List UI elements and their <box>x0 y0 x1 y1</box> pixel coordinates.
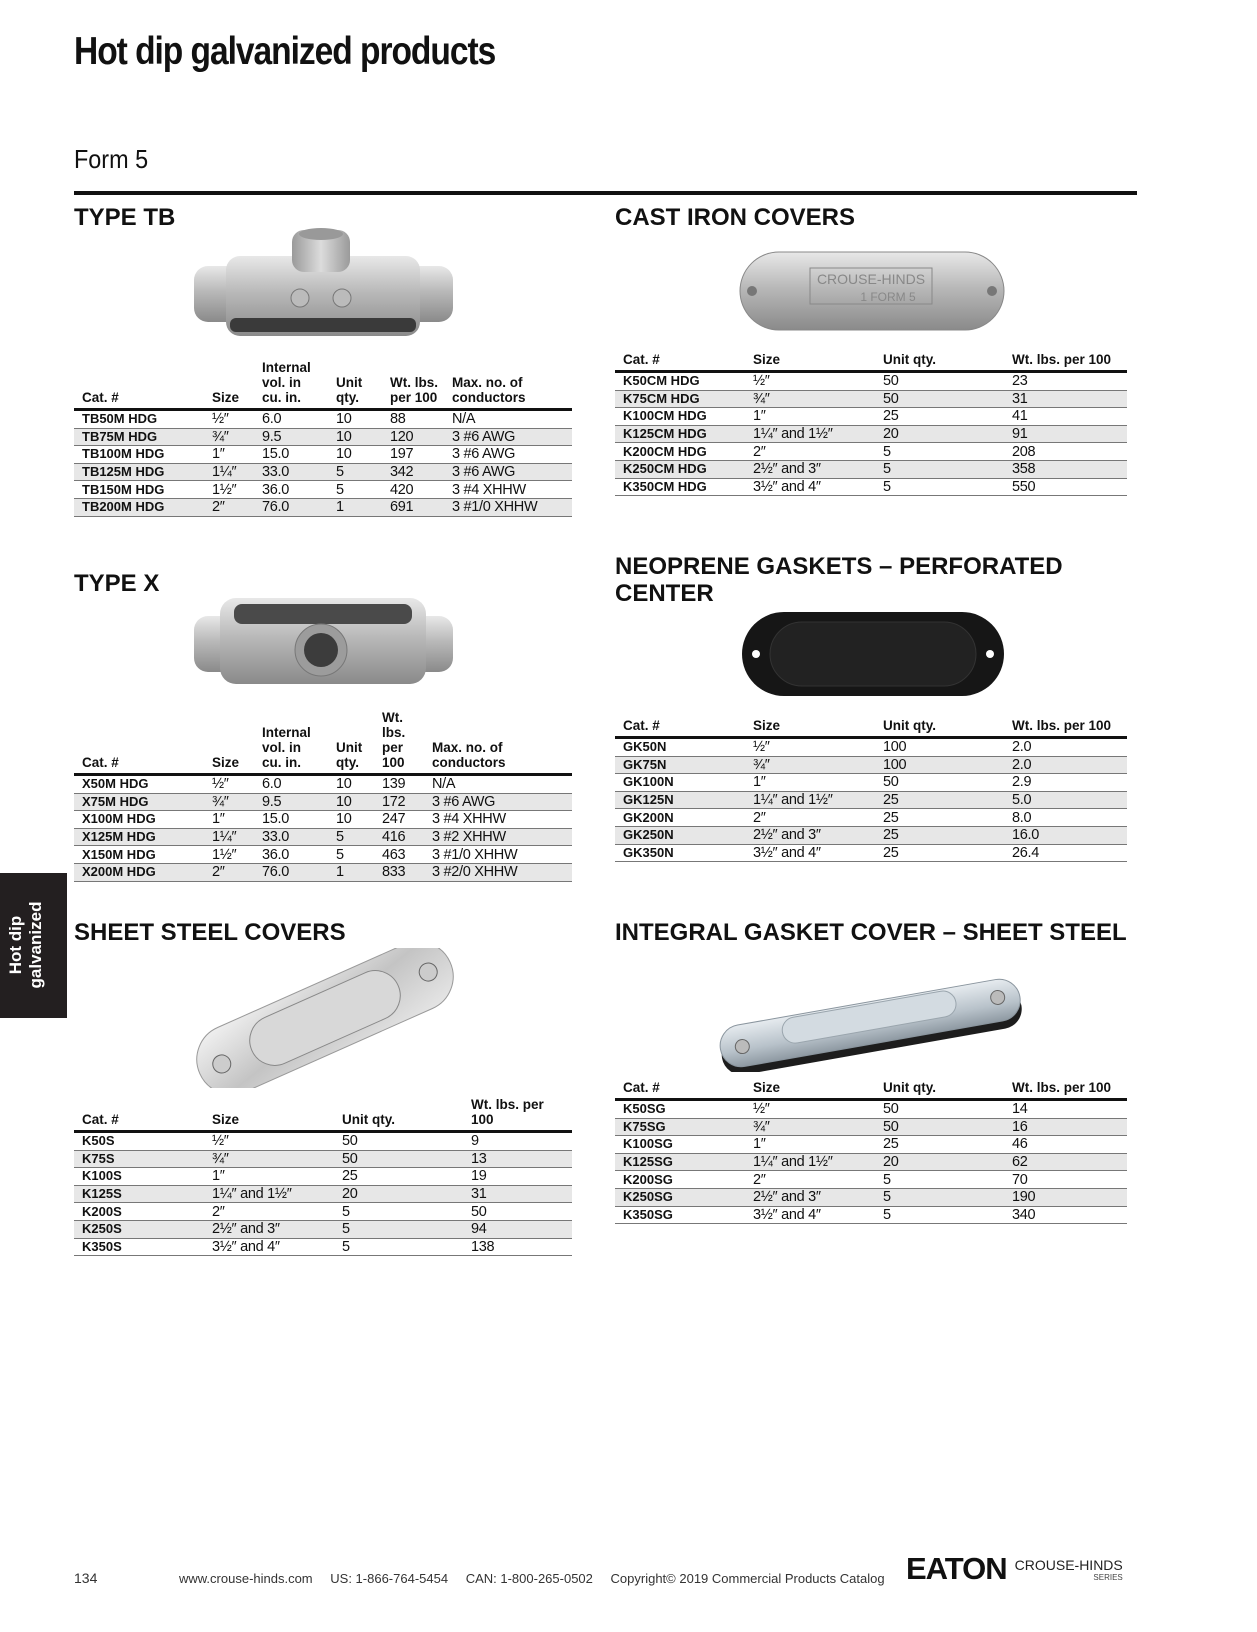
col-size: Size <box>204 1097 334 1132</box>
value-cell: 88 <box>382 410 444 429</box>
value-cell: 3 #4 XHHW <box>444 481 572 499</box>
cat-number-cell: K75CM HDG <box>615 390 745 408</box>
cat-number-cell: X75M HDG <box>74 793 204 811</box>
value-cell: 8.0 <box>1004 809 1127 827</box>
value-cell: ¾″ <box>745 390 875 408</box>
value-cell: 5 <box>328 846 374 864</box>
cast-iron-title: CAST IRON COVERS <box>615 204 856 231</box>
value-cell: ¾″ <box>745 1118 875 1136</box>
value-cell: 3 #6 AWG <box>444 428 572 446</box>
cat-number-cell: K100S <box>74 1168 204 1186</box>
cat-number-cell: X50M HDG <box>74 775 204 794</box>
table-row <box>615 1171 1127 1189</box>
value-cell: ½″ <box>745 1100 875 1119</box>
value-cell: 550 <box>1004 478 1127 496</box>
type-x-table <box>74 710 572 882</box>
cat-number-cell: TB200M HDG <box>74 498 204 516</box>
cat-number-cell: K250CM HDG <box>615 460 745 478</box>
table-row <box>74 428 572 446</box>
value-cell: 5 <box>334 1220 463 1238</box>
cat-number-cell: K50CM HDG <box>615 372 745 391</box>
table-row <box>615 443 1127 461</box>
value-cell: 1″ <box>745 774 875 792</box>
cat-number-cell: GK75N <box>615 756 745 774</box>
value-cell: 13 <box>463 1150 572 1168</box>
col-qty: Unit qty. <box>875 718 1004 738</box>
cat-number-cell: X200M HDG <box>74 863 204 881</box>
col-size: Size <box>204 360 254 410</box>
cat-number-cell: TB75M HDG <box>74 428 204 446</box>
cat-number-cell: X150M HDG <box>74 846 204 864</box>
value-cell: ¾″ <box>745 756 875 774</box>
table-row <box>615 774 1127 792</box>
table-row <box>74 828 572 846</box>
value-cell: 33.0 <box>254 463 328 481</box>
col-qty: Unit qty. <box>328 710 374 775</box>
cat-number-cell: K75SG <box>615 1118 745 1136</box>
table-row <box>615 1153 1127 1171</box>
cat-number-cell: GK50N <box>615 738 745 757</box>
col-cat: Cat. # <box>615 352 745 372</box>
value-cell: 3½″ and 4″ <box>204 1238 334 1256</box>
cat-number-cell: GK125N <box>615 791 745 809</box>
value-cell: 50 <box>334 1132 463 1151</box>
value-cell: 691 <box>382 498 444 516</box>
value-cell: 25 <box>875 844 1004 862</box>
table-row <box>74 498 572 516</box>
value-cell: 190 <box>1004 1188 1127 1206</box>
value-cell: ½″ <box>745 372 875 391</box>
value-cell: 50 <box>875 372 1004 391</box>
value-cell: 26.4 <box>1004 844 1127 862</box>
integral-gasket-cover-image <box>712 972 1028 1072</box>
value-cell: 50 <box>875 1118 1004 1136</box>
value-cell: 3 #2/0 XHHW <box>424 863 572 881</box>
value-cell: 2″ <box>204 863 254 881</box>
cat-number-cell: K125SG <box>615 1153 745 1171</box>
value-cell: 172 <box>374 793 424 811</box>
col-vol: Internal vol. in cu. in. <box>254 710 328 775</box>
value-cell: 3 #2 XHHW <box>424 828 572 846</box>
value-cell: 10 <box>328 811 374 829</box>
value-cell: 70 <box>1004 1171 1127 1189</box>
side-tab <box>0 873 67 1018</box>
value-cell: ½″ <box>204 775 254 794</box>
sheet-steel-cover-image <box>190 948 460 1088</box>
sheet-steel-table <box>74 1097 572 1256</box>
value-cell: 1″ <box>745 1136 875 1154</box>
value-cell: 120 <box>382 428 444 446</box>
cat-number-cell: GK100N <box>615 774 745 792</box>
value-cell: 1¼″ and 1½″ <box>745 1153 875 1171</box>
value-cell: ½″ <box>204 1132 334 1151</box>
eaton-wordmark: EATON <box>906 1551 1007 1586</box>
type-tb-body-image <box>190 228 460 343</box>
value-cell: 100 <box>875 738 1004 757</box>
value-cell: 5 <box>875 1188 1004 1206</box>
value-cell: 2.0 <box>1004 756 1127 774</box>
table-row <box>74 1203 572 1221</box>
table-row <box>615 390 1127 408</box>
col-size: Size <box>745 352 875 372</box>
value-cell: 25 <box>875 1136 1004 1154</box>
cat-number-cell: K350CM HDG <box>615 478 745 496</box>
table-row <box>74 1185 572 1203</box>
table-row <box>74 481 572 499</box>
type-tb-title: TYPE TB <box>74 204 176 231</box>
cat-number-cell: K125S <box>74 1185 204 1203</box>
integral-title: INTEGRAL GASKET COVER – SHEET STEEL <box>615 919 1127 946</box>
table-row <box>74 463 572 481</box>
table-row <box>74 1168 572 1186</box>
cat-number-cell: K250SG <box>615 1188 745 1206</box>
footer-us-phone: US: 1-866-764-5454 <box>330 1571 449 1586</box>
cat-number-cell: K100SG <box>615 1136 745 1154</box>
value-cell: 197 <box>382 446 444 464</box>
cat-number-cell: K50SG <box>615 1100 745 1119</box>
value-cell: 2½″ and 3″ <box>745 1188 875 1206</box>
value-cell: 1″ <box>745 408 875 426</box>
top-rule <box>74 191 1137 195</box>
cat-number-cell: TB125M HDG <box>74 463 204 481</box>
value-cell: 247 <box>374 811 424 829</box>
neoprene-title <box>615 553 1063 607</box>
col-wt: Wt. lbs. per 100 <box>382 360 444 410</box>
value-cell: 15.0 <box>254 446 328 464</box>
value-cell: 62 <box>1004 1153 1127 1171</box>
value-cell: 2″ <box>745 443 875 461</box>
cat-number-cell: GK200N <box>615 809 745 827</box>
value-cell: ½″ <box>204 410 254 429</box>
value-cell: 3 #6 AWG <box>424 793 572 811</box>
value-cell: 20 <box>875 1153 1004 1171</box>
value-cell: 25 <box>875 826 1004 844</box>
cat-number-cell: X100M HDG <box>74 811 204 829</box>
cat-number-cell: GK350N <box>615 844 745 862</box>
table-row <box>615 460 1127 478</box>
value-cell: 416 <box>374 828 424 846</box>
col-cat: Cat. # <box>74 1097 204 1132</box>
value-cell: 20 <box>334 1185 463 1203</box>
value-cell: 340 <box>1004 1206 1127 1224</box>
value-cell: 9.5 <box>254 793 328 811</box>
value-cell: 3 #4 XHHW <box>424 811 572 829</box>
value-cell: 5 <box>328 481 382 499</box>
col-vol: Internal vol. in cu. in. <box>254 360 328 410</box>
value-cell: 6.0 <box>254 410 328 429</box>
value-cell: 5 <box>875 1206 1004 1224</box>
value-cell: 5 <box>334 1238 463 1256</box>
value-cell: 1½″ <box>204 481 254 499</box>
value-cell: 2″ <box>204 498 254 516</box>
col-wt: Wt. lbs. per 100 <box>374 710 424 775</box>
value-cell: 50 <box>875 390 1004 408</box>
col-cat: Cat. # <box>74 360 204 410</box>
table-row <box>74 846 572 864</box>
footer-can-phone: CAN: 1-800-265-0502 <box>465 1571 593 1586</box>
value-cell: 9.5 <box>254 428 328 446</box>
col-wt: Wt. lbs. per 100 <box>1004 352 1127 372</box>
cat-number-cell: GK250N <box>615 826 745 844</box>
footer-copyright: Copyright© 2019 Commercial Products Catalog <box>610 1571 885 1586</box>
value-cell: 33.0 <box>254 828 328 846</box>
table-row <box>615 1136 1127 1154</box>
cat-number-cell: K100CM HDG <box>615 408 745 426</box>
value-cell: 6.0 <box>254 775 328 794</box>
value-cell: 91 <box>1004 425 1127 443</box>
cat-number-cell: K250S <box>74 1220 204 1238</box>
value-cell: 50 <box>463 1203 572 1221</box>
value-cell: 1¼″ and 1½″ <box>745 791 875 809</box>
value-cell: 2½″ and 3″ <box>204 1220 334 1238</box>
cast-iron-brand-text: CROUSE-HINDS <box>816 271 926 287</box>
table-row <box>74 811 572 829</box>
value-cell: 1½″ <box>204 846 254 864</box>
value-cell: 3 #1/0 XHHW <box>444 498 572 516</box>
value-cell: 1¼″ <box>204 463 254 481</box>
value-cell: 5.0 <box>1004 791 1127 809</box>
cast-iron-cover-image <box>738 248 1006 334</box>
col-cat: Cat. # <box>615 718 745 738</box>
series-label: SERIES <box>1093 1573 1123 1582</box>
value-cell: 3½″ and 4″ <box>745 478 875 496</box>
value-cell: 76.0 <box>254 498 328 516</box>
value-cell: 2½″ and 3″ <box>745 460 875 478</box>
value-cell: 10 <box>328 446 382 464</box>
value-cell: N/A <box>444 410 572 429</box>
table-row <box>74 446 572 464</box>
value-cell: 208 <box>1004 443 1127 461</box>
value-cell: 1¼″ <box>204 828 254 846</box>
col-size: Size <box>745 1080 875 1100</box>
value-cell: ¾″ <box>204 1150 334 1168</box>
table-row <box>615 791 1127 809</box>
value-cell: 25 <box>875 408 1004 426</box>
value-cell: 50 <box>334 1150 463 1168</box>
table-row <box>74 863 572 881</box>
col-qty: Unit qty. <box>334 1097 463 1132</box>
col-wt: Wt. lbs. per 100 <box>1004 718 1127 738</box>
cat-number-cell: K50S <box>74 1132 204 1151</box>
col-max: Max. no. of conductors <box>444 360 572 410</box>
sheet-steel-title: SHEET STEEL COVERS <box>74 919 346 946</box>
value-cell: 46 <box>1004 1136 1127 1154</box>
value-cell: 2″ <box>745 809 875 827</box>
value-cell: ¾″ <box>204 428 254 446</box>
table-row <box>615 372 1127 391</box>
cat-number-cell: K125CM HDG <box>615 425 745 443</box>
integral-table <box>615 1080 1127 1224</box>
value-cell: 2.9 <box>1004 774 1127 792</box>
value-cell: 15.0 <box>254 811 328 829</box>
eaton-crouse-hinds-logo <box>906 1553 1123 1585</box>
cat-number-cell: K350SG <box>615 1206 745 1224</box>
value-cell: 76.0 <box>254 863 328 881</box>
table-row <box>74 1150 572 1168</box>
value-cell: 420 <box>382 481 444 499</box>
table-row <box>615 844 1127 862</box>
value-cell: 5 <box>334 1203 463 1221</box>
value-cell: 50 <box>875 774 1004 792</box>
value-cell: 2½″ and 3″ <box>745 826 875 844</box>
table-row <box>74 1220 572 1238</box>
value-cell: 25 <box>334 1168 463 1186</box>
value-cell: ¾″ <box>204 793 254 811</box>
neoprene-title-line1: NEOPRENE GASKETS – PERFORATED <box>615 553 1063 580</box>
value-cell: 358 <box>1004 460 1127 478</box>
value-cell: 5 <box>328 828 374 846</box>
value-cell: 342 <box>382 463 444 481</box>
table-row <box>615 408 1127 426</box>
neoprene-title-line2: CENTER <box>615 580 714 607</box>
col-size: Size <box>745 718 875 738</box>
value-cell: 94 <box>463 1220 572 1238</box>
value-cell: 31 <box>463 1185 572 1203</box>
value-cell: 16 <box>1004 1118 1127 1136</box>
value-cell: 1 <box>328 863 374 881</box>
value-cell: 5 <box>875 443 1004 461</box>
col-wt: Wt. lbs. per 100 <box>1004 1080 1127 1100</box>
value-cell: 25 <box>875 791 1004 809</box>
table-row <box>615 478 1127 496</box>
value-cell: 50 <box>875 1100 1004 1119</box>
footer-website: www.crouse-hinds.com <box>178 1571 313 1586</box>
value-cell: 10 <box>328 793 374 811</box>
cat-number-cell: K200SG <box>615 1171 745 1189</box>
neoprene-gasket-image <box>740 610 1006 698</box>
table-row <box>615 1188 1127 1206</box>
value-cell: 10 <box>328 428 382 446</box>
value-cell: 14 <box>1004 1100 1127 1119</box>
value-cell: N/A <box>424 775 572 794</box>
cat-number-cell: K200S <box>74 1203 204 1221</box>
col-cat: Cat. # <box>74 710 204 775</box>
col-max: Max. no. of conductors <box>424 710 572 775</box>
value-cell: 5 <box>875 478 1004 496</box>
value-cell: 3 #1/0 XHHW <box>424 846 572 864</box>
table-row <box>615 826 1127 844</box>
value-cell: 833 <box>374 863 424 881</box>
type-x-title: TYPE X <box>74 570 160 597</box>
table-row <box>74 775 572 794</box>
value-cell: 5 <box>875 1171 1004 1189</box>
cat-number-cell: X125M HDG <box>74 828 204 846</box>
col-size: Size <box>204 710 254 775</box>
type-tb-table <box>74 360 572 517</box>
cat-number-cell: K75S <box>74 1150 204 1168</box>
col-qty: Unit qty. <box>875 352 1004 372</box>
crouse-hinds-mark <box>1015 1553 1123 1582</box>
page-subtitle: Form 5 <box>74 144 149 174</box>
value-cell: 10 <box>328 775 374 794</box>
crouse-hinds-label: CROUSE-HINDS <box>1014 1557 1123 1573</box>
value-cell: 2.0 <box>1004 738 1127 757</box>
value-cell: 3 #6 AWG <box>444 463 572 481</box>
cast-iron-table <box>615 352 1127 496</box>
value-cell: 36.0 <box>254 846 328 864</box>
value-cell: 2″ <box>204 1203 334 1221</box>
table-row <box>615 756 1127 774</box>
value-cell: 138 <box>463 1238 572 1256</box>
value-cell: ½″ <box>745 738 875 757</box>
type-x-body-image <box>190 594 460 689</box>
table-row <box>615 425 1127 443</box>
neoprene-table <box>615 718 1127 862</box>
cat-number-cell: K350S <box>74 1238 204 1256</box>
col-qty: Unit qty. <box>875 1080 1004 1100</box>
table-row <box>615 809 1127 827</box>
value-cell: 1¼″ and 1½″ <box>204 1185 334 1203</box>
value-cell: 1 <box>328 498 382 516</box>
side-tab-label: Hot dip galvanized <box>6 901 45 989</box>
cat-number-cell: TB150M HDG <box>74 481 204 499</box>
value-cell: 139 <box>374 775 424 794</box>
value-cell: 9 <box>463 1132 572 1151</box>
value-cell: 41 <box>1004 408 1127 426</box>
value-cell: 25 <box>875 809 1004 827</box>
table-row <box>615 1206 1127 1224</box>
value-cell: 23 <box>1004 372 1127 391</box>
cat-number-cell: TB100M HDG <box>74 446 204 464</box>
value-cell: 5 <box>875 460 1004 478</box>
value-cell: 100 <box>875 756 1004 774</box>
table-row <box>74 1132 572 1151</box>
value-cell: 19 <box>463 1168 572 1186</box>
value-cell: 1″ <box>204 446 254 464</box>
value-cell: 10 <box>328 410 382 429</box>
value-cell: 1″ <box>204 811 254 829</box>
footer <box>74 1570 899 1586</box>
cat-number-cell: TB50M HDG <box>74 410 204 429</box>
table-row <box>74 410 572 429</box>
value-cell: 20 <box>875 425 1004 443</box>
cast-iron-form-text: 1 FORM 5 <box>860 290 916 304</box>
col-qty: Unit qty. <box>328 360 382 410</box>
col-wt: Wt. lbs. per 100 <box>463 1097 572 1132</box>
value-cell: 3 #6 AWG <box>444 446 572 464</box>
table-row <box>74 1238 572 1256</box>
value-cell: 1¼″ and 1½″ <box>745 425 875 443</box>
value-cell: 2″ <box>745 1171 875 1189</box>
cat-number-cell: K200CM HDG <box>615 443 745 461</box>
page-title: Hot dip galvanized products <box>74 30 496 73</box>
col-cat: Cat. # <box>615 1080 745 1100</box>
value-cell: 36.0 <box>254 481 328 499</box>
value-cell: 3½″ and 4″ <box>745 844 875 862</box>
table-row <box>615 1100 1127 1119</box>
value-cell: 463 <box>374 846 424 864</box>
value-cell: 3½″ and 4″ <box>745 1206 875 1224</box>
value-cell: 16.0 <box>1004 826 1127 844</box>
page-number: 134 <box>74 1570 98 1586</box>
value-cell: 5 <box>328 463 382 481</box>
value-cell: 31 <box>1004 390 1127 408</box>
table-row <box>615 1118 1127 1136</box>
table-row <box>74 793 572 811</box>
table-row <box>615 738 1127 757</box>
value-cell: 1″ <box>204 1168 334 1186</box>
